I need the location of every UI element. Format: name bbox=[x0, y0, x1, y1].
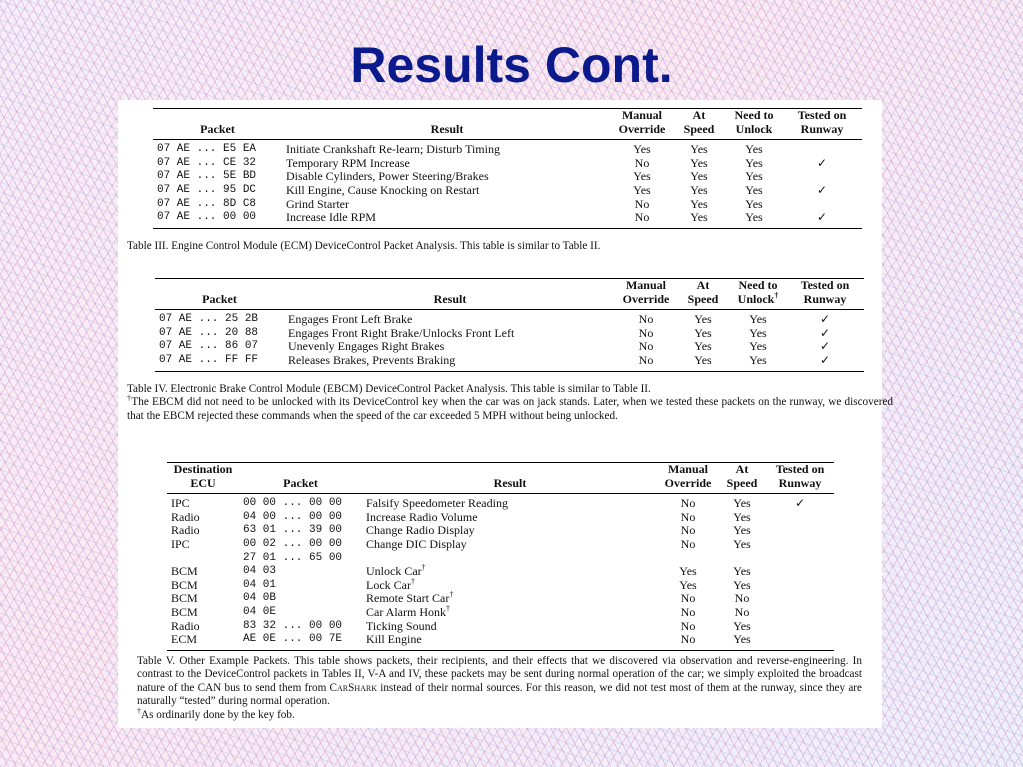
header-at-speed: At Speed bbox=[726, 462, 758, 490]
unlock-cell: Yes bbox=[745, 169, 763, 184]
runway-cell bbox=[782, 170, 862, 184]
result-cell: Unlock Car† bbox=[366, 563, 426, 579]
packet-cell: 04 0E bbox=[243, 605, 277, 618]
header-packet: Packet bbox=[283, 475, 318, 490]
speed-cell: No bbox=[734, 591, 750, 606]
override-cell: No bbox=[680, 496, 696, 511]
header-at-speed: At Speed bbox=[683, 108, 715, 136]
speed-cell: Yes bbox=[733, 618, 751, 633]
result-cell: Kill Engine bbox=[366, 632, 422, 647]
ecu-cell: Radio bbox=[171, 509, 200, 524]
header-tested-runway: Tested on Runway bbox=[797, 108, 847, 136]
override-cell: No bbox=[638, 325, 654, 340]
packet-cell: 07 AE ... 5E BD bbox=[157, 170, 257, 183]
result-cell: Increase Idle RPM bbox=[286, 210, 376, 225]
table5-caption bbox=[137, 655, 862, 722]
ecu-cell: ECM bbox=[171, 632, 198, 647]
header-manual-override: Manual Override bbox=[622, 278, 670, 306]
runway-cell bbox=[766, 620, 834, 634]
result-cell: Disable Cylinders, Power Steering/Brakes bbox=[286, 169, 489, 184]
override-cell: No bbox=[680, 604, 696, 619]
runway-cell: ✓ bbox=[819, 325, 831, 340]
speed-cell: Yes bbox=[690, 196, 708, 211]
runway-cell bbox=[766, 592, 834, 606]
speed-cell: Yes bbox=[690, 210, 708, 225]
result-cell: Temporary RPM Increase bbox=[286, 155, 410, 170]
table-row bbox=[153, 211, 862, 228]
ecu-cell: IPC bbox=[171, 496, 190, 511]
table-row bbox=[167, 579, 834, 593]
table-row bbox=[167, 511, 834, 525]
speed-cell: Yes bbox=[733, 509, 751, 524]
result-cell: Engages Front Left Brake bbox=[288, 312, 413, 327]
result-cell: Initiate Crankshaft Re-learn; Disturb Timing bbox=[286, 142, 500, 157]
table-row bbox=[167, 620, 834, 634]
header-manual-override: Manual Override bbox=[618, 108, 666, 136]
packet-cell: AE 0E ... 00 7E bbox=[243, 633, 343, 646]
speed-cell: Yes bbox=[733, 577, 751, 592]
header-need-unlock: Need to Unlock† bbox=[737, 278, 779, 306]
table-row bbox=[167, 552, 834, 566]
table-row bbox=[167, 524, 834, 538]
packet-cell: 04 01 bbox=[243, 578, 277, 591]
header-packet: Packet bbox=[202, 291, 237, 306]
runway-cell: ✓ bbox=[816, 155, 828, 170]
runway-cell bbox=[766, 538, 834, 552]
unlock-cell: Yes bbox=[749, 325, 767, 340]
ecu-cell: BCM bbox=[171, 591, 198, 606]
header-tested-runway: Tested on Runway bbox=[775, 462, 825, 490]
speed-cell: Yes bbox=[733, 564, 751, 579]
table-row bbox=[167, 606, 834, 620]
override-cell: No bbox=[634, 155, 650, 170]
table5-note: †As ordinarily done by the key fob. bbox=[137, 705, 295, 721]
packet-cell: 07 AE ... 95 DC bbox=[157, 183, 257, 196]
header-manual-override: Manual Override bbox=[664, 462, 712, 490]
packet-cell: 63 01 ... 39 00 bbox=[243, 524, 343, 537]
table-row bbox=[153, 157, 862, 171]
other-packets-table bbox=[167, 462, 834, 651]
unlock-cell: Yes bbox=[745, 182, 763, 197]
packet-cell: 04 03 bbox=[243, 565, 277, 578]
speed-cell: Yes bbox=[694, 325, 712, 340]
table-row bbox=[153, 184, 862, 198]
unlock-cell: Yes bbox=[749, 352, 767, 367]
override-cell: Yes bbox=[679, 577, 697, 592]
header-need-unlock: Need to Unlock bbox=[734, 108, 774, 136]
runway-cell: ✓ bbox=[794, 496, 806, 511]
packet-cell: 07 AE ... FF FF bbox=[159, 353, 259, 366]
unlock-cell: Yes bbox=[749, 312, 767, 327]
override-cell: No bbox=[680, 536, 696, 551]
runway-cell bbox=[766, 606, 834, 620]
table4-caption-text: Table IV. Electronic Brake Control Module (EBCM) DeviceControl Packet Analysis. This table is similar to Table II. bbox=[127, 383, 651, 395]
packet-cell: 04 00 ... 00 00 bbox=[243, 510, 343, 523]
table-row bbox=[153, 170, 862, 184]
runway-cell: ✓ bbox=[816, 210, 828, 225]
packet-cell: 27 01 ... 65 00 bbox=[243, 551, 343, 564]
speed-cell: Yes bbox=[694, 352, 712, 367]
ebcm-table bbox=[155, 278, 864, 372]
result-cell: Grind Starter bbox=[286, 196, 349, 211]
ecu-cell: BCM bbox=[171, 604, 198, 619]
header-result: Result bbox=[430, 121, 464, 136]
runway-cell bbox=[766, 524, 834, 538]
table-row bbox=[155, 327, 864, 341]
header-result: Result bbox=[493, 475, 527, 490]
result-cell: Car Alarm Honk† bbox=[366, 603, 450, 619]
runway-cell bbox=[766, 579, 834, 593]
runway-cell: ✓ bbox=[819, 312, 831, 327]
packet-cell: 04 0B bbox=[243, 592, 277, 605]
result-cell: Change Radio Display bbox=[366, 523, 475, 538]
speed-cell: Yes bbox=[733, 536, 751, 551]
speed-cell: Yes bbox=[733, 632, 751, 647]
result-cell: Remote Start Car† bbox=[366, 590, 454, 606]
override-cell: No bbox=[634, 196, 650, 211]
override-cell: No bbox=[680, 509, 696, 524]
runway-cell bbox=[766, 565, 834, 579]
unlock-cell: Yes bbox=[745, 142, 763, 157]
speed-cell: Yes bbox=[690, 142, 708, 157]
override-cell: No bbox=[638, 339, 654, 354]
packet-cell: 83 32 ... 00 00 bbox=[243, 619, 343, 632]
header-destination-ecu: Destination ECU bbox=[173, 462, 233, 490]
ecu-cell: BCM bbox=[171, 564, 198, 579]
runway-cell bbox=[766, 633, 834, 650]
packet-cell: 07 AE ... E5 EA bbox=[157, 143, 257, 156]
packet-cell: 00 00 ... 00 00 bbox=[243, 497, 343, 510]
table-row bbox=[153, 198, 862, 212]
table4-note: †The EBCM did not need to be unlocked with its DeviceControl key when the car was on jack stands. Later, when we tested these packets on the runway, we discovered that the EBCM rejected these commands when the speed of the car exceeded 5 MPH without being unlocked. bbox=[127, 393, 893, 422]
override-cell: No bbox=[680, 632, 696, 647]
header-packet: Packet bbox=[200, 121, 235, 136]
speed-cell: Yes bbox=[733, 523, 751, 538]
unlock-cell: Yes bbox=[745, 210, 763, 225]
table-row bbox=[167, 494, 834, 511]
speed-cell: Yes bbox=[690, 169, 708, 184]
override-cell: No bbox=[680, 591, 696, 606]
speed-cell: Yes bbox=[690, 155, 708, 170]
speed-cell: Yes bbox=[694, 339, 712, 354]
packet-cell: 07 AE ... 25 2B bbox=[159, 313, 259, 326]
override-cell: No bbox=[680, 523, 696, 538]
table5-caption-text: Table V. Other Example Packets. This table shows packets, their recipients, and their effects that we discovered via observation and reverse-engineering. In contrast to the DeviceControl packets in Tables II, V-A and IV, these packets may be sent during normal operation of the car; we simply exploited the broadcast nature of the CAN bus to send them from CarShark instead of their normal sources. For this reason, we did not test most of them at the runway, since they are naturally “tested” during normal operation. bbox=[137, 655, 862, 708]
result-cell: Releases Brakes, Prevents Braking bbox=[288, 352, 456, 367]
packet-cell: 07 AE ... 20 88 bbox=[159, 326, 259, 339]
packet-cell: 07 AE ... 00 00 bbox=[157, 211, 257, 224]
header-tested-runway: Tested on Runway bbox=[800, 278, 850, 306]
table-row bbox=[167, 565, 834, 579]
runway-cell bbox=[766, 552, 834, 566]
runway-cell bbox=[766, 511, 834, 525]
table-row bbox=[155, 340, 864, 354]
override-cell: No bbox=[638, 352, 654, 367]
override-cell: No bbox=[634, 210, 650, 225]
table-row bbox=[167, 538, 834, 552]
packet-cell: 07 AE ... 86 07 bbox=[159, 340, 259, 353]
result-cell: Falsify Speedometer Reading bbox=[366, 496, 508, 511]
ecu-cell: Radio bbox=[171, 523, 200, 538]
override-cell bbox=[658, 552, 718, 566]
ecm-table bbox=[153, 108, 862, 229]
runway-cell: ✓ bbox=[819, 352, 831, 367]
packet-cell: 07 AE ... CE 32 bbox=[157, 156, 257, 169]
packet-cell: 07 AE ... 8D C8 bbox=[157, 197, 257, 210]
override-cell: Yes bbox=[633, 182, 651, 197]
override-cell: Yes bbox=[633, 142, 651, 157]
result-cell: Unevenly Engages Right Brakes bbox=[288, 339, 445, 354]
ecu-cell: Radio bbox=[171, 618, 200, 633]
runway-cell bbox=[782, 198, 862, 212]
override-cell: Yes bbox=[679, 564, 697, 579]
unlock-cell: Yes bbox=[745, 155, 763, 170]
slide-title: Results Cont. bbox=[350, 37, 673, 93]
header-at-speed: At Speed bbox=[687, 278, 719, 306]
override-cell: Yes bbox=[633, 169, 651, 184]
speed-cell: Yes bbox=[733, 496, 751, 511]
speed-cell bbox=[718, 552, 766, 566]
result-cell: Ticking Sound bbox=[366, 618, 437, 633]
unlock-cell: Yes bbox=[749, 339, 767, 354]
runway-cell: ✓ bbox=[819, 339, 831, 354]
override-cell: No bbox=[638, 312, 654, 327]
result-cell: Increase Radio Volume bbox=[366, 509, 478, 524]
ecu-cell: BCM bbox=[171, 577, 198, 592]
ecu-cell: IPC bbox=[171, 536, 190, 551]
table-row bbox=[153, 140, 862, 157]
speed-cell: Yes bbox=[690, 182, 708, 197]
override-cell: No bbox=[680, 618, 696, 633]
result-cell: Kill Engine, Cause Knocking on Restart bbox=[286, 182, 480, 197]
result-cell: Lock Car† bbox=[366, 576, 415, 592]
header-result: Result bbox=[433, 291, 467, 306]
table-row bbox=[167, 592, 834, 606]
table-row bbox=[155, 354, 864, 371]
runway-cell bbox=[782, 140, 862, 157]
unlock-cell: Yes bbox=[745, 196, 763, 211]
table-row bbox=[155, 310, 864, 327]
table-row bbox=[167, 633, 834, 650]
packet-cell: 00 02 ... 00 00 bbox=[243, 537, 343, 550]
runway-cell: ✓ bbox=[816, 182, 828, 197]
speed-cell: No bbox=[734, 604, 750, 619]
result-cell: Change DIC Display bbox=[366, 536, 467, 551]
result-cell: Engages Front Right Brake/Unlocks Front Left bbox=[288, 325, 515, 340]
table3-caption: Table III. Engine Control Module (ECM) DeviceControl Packet Analysis. This table is similar to Table II. bbox=[127, 240, 601, 252]
table4-caption bbox=[127, 383, 893, 423]
speed-cell: Yes bbox=[694, 312, 712, 327]
ecu-cell bbox=[167, 552, 239, 566]
